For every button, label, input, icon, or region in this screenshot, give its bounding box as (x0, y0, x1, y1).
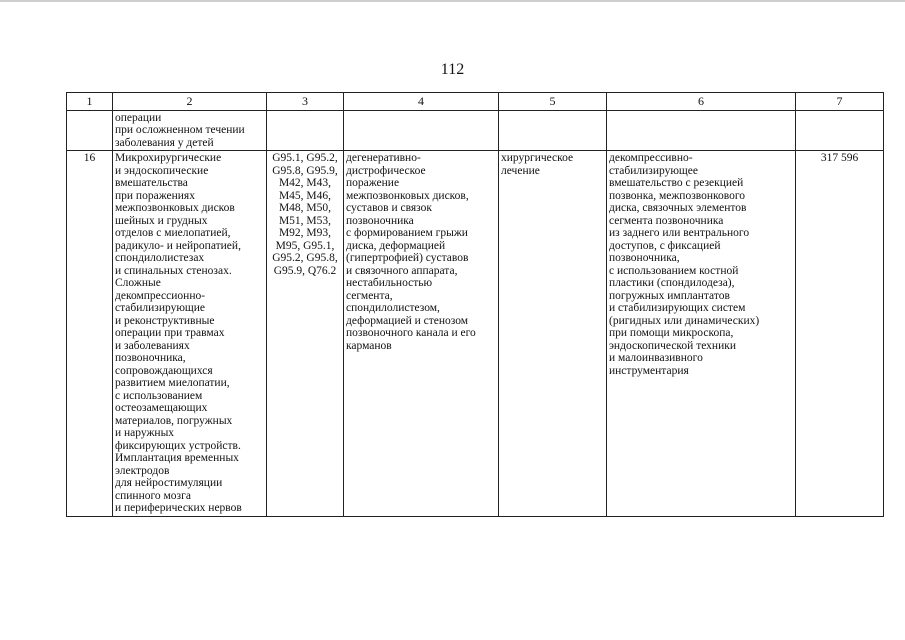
header-cell-2: 2 (113, 93, 267, 111)
header-cell-1: 1 (67, 93, 113, 111)
continuation-number-cell (67, 110, 113, 151)
continuation-codes-cell (267, 110, 344, 151)
header-cell-5: 5 (499, 93, 607, 111)
continuation-method-cell (607, 110, 796, 151)
treatment-type-cell: хирургическое лечение (499, 151, 607, 517)
intervention-name-cell: Микрохирургические и эндоскопические вмешательства при поражениях межпозвонковых дисков шейных и грудных отделов с миелопатией, радикуло- и нейропатией, спондилолистезах и спинальных стенозах. Сложные декомпрессионно- стабилизирующие и реконструктивные операции при травмах и заболеваниях позвоночника, сопровождающихся развитием миелопатии, с использованием остеозамещающих материалов, погружных и наружных фиксирующих устройств. Имплантация временных электродов для нейростимуляции спинного мозга и периферических нервов (113, 151, 267, 517)
row-number-cell: 16 (67, 151, 113, 517)
continuation-price-cell (796, 110, 884, 151)
continuation-treatment-cell (499, 110, 607, 151)
continuation-row (67, 110, 884, 151)
icd-codes-cell: G95.1, G95.2, G95.8, G95.9, M42, M43, M45, M46, M48, M50, M51, M53, M92, M93, M95, G95.1, G95.2, G95.8, G95.9, Q76.2 (267, 151, 344, 517)
header-cell-3: 3 (267, 93, 344, 111)
patient-model-cell: дегенеративно- дистрофическое поражение межпозвонковых дисков, суставов и связок позвоночника с формированием грыжи диска, деформацией (гипертрофией) суставов и связочного аппарата, нестабильностью сегмента, спондилолистезом, деформацией и стенозом позвоночного канала и его карманов (344, 151, 499, 517)
page-number: 112 (440, 61, 465, 78)
top-rule (0, 0, 905, 2)
medical-care-table (66, 92, 884, 517)
continuation-name-cell: операции при осложненном течении заболевания у детей (113, 110, 267, 151)
price-cell: 317 596 (796, 151, 884, 517)
header-cell-6: 6 (607, 93, 796, 111)
continuation-model-cell (344, 110, 499, 151)
header-cell-4: 4 (344, 93, 499, 111)
treatment-method-cell: декомпрессивно- стабилизирующее вмешательство с резекцией позвонка, межпозвонкового диска, связочных элементов сегмента позвоночника из заднего или вентрального доступов, с фиксацией позвоночника, с использованием костной пластики (спондилодеза), погружных имплантатов и стабилизирующих систем (ригидных или динамических) при помощи микроскопа, эндоскопической техники и малоинвазивного инструментария (607, 151, 796, 517)
header-cell-7: 7 (796, 93, 884, 111)
header-row (67, 93, 884, 111)
table-row-16 (67, 151, 884, 517)
